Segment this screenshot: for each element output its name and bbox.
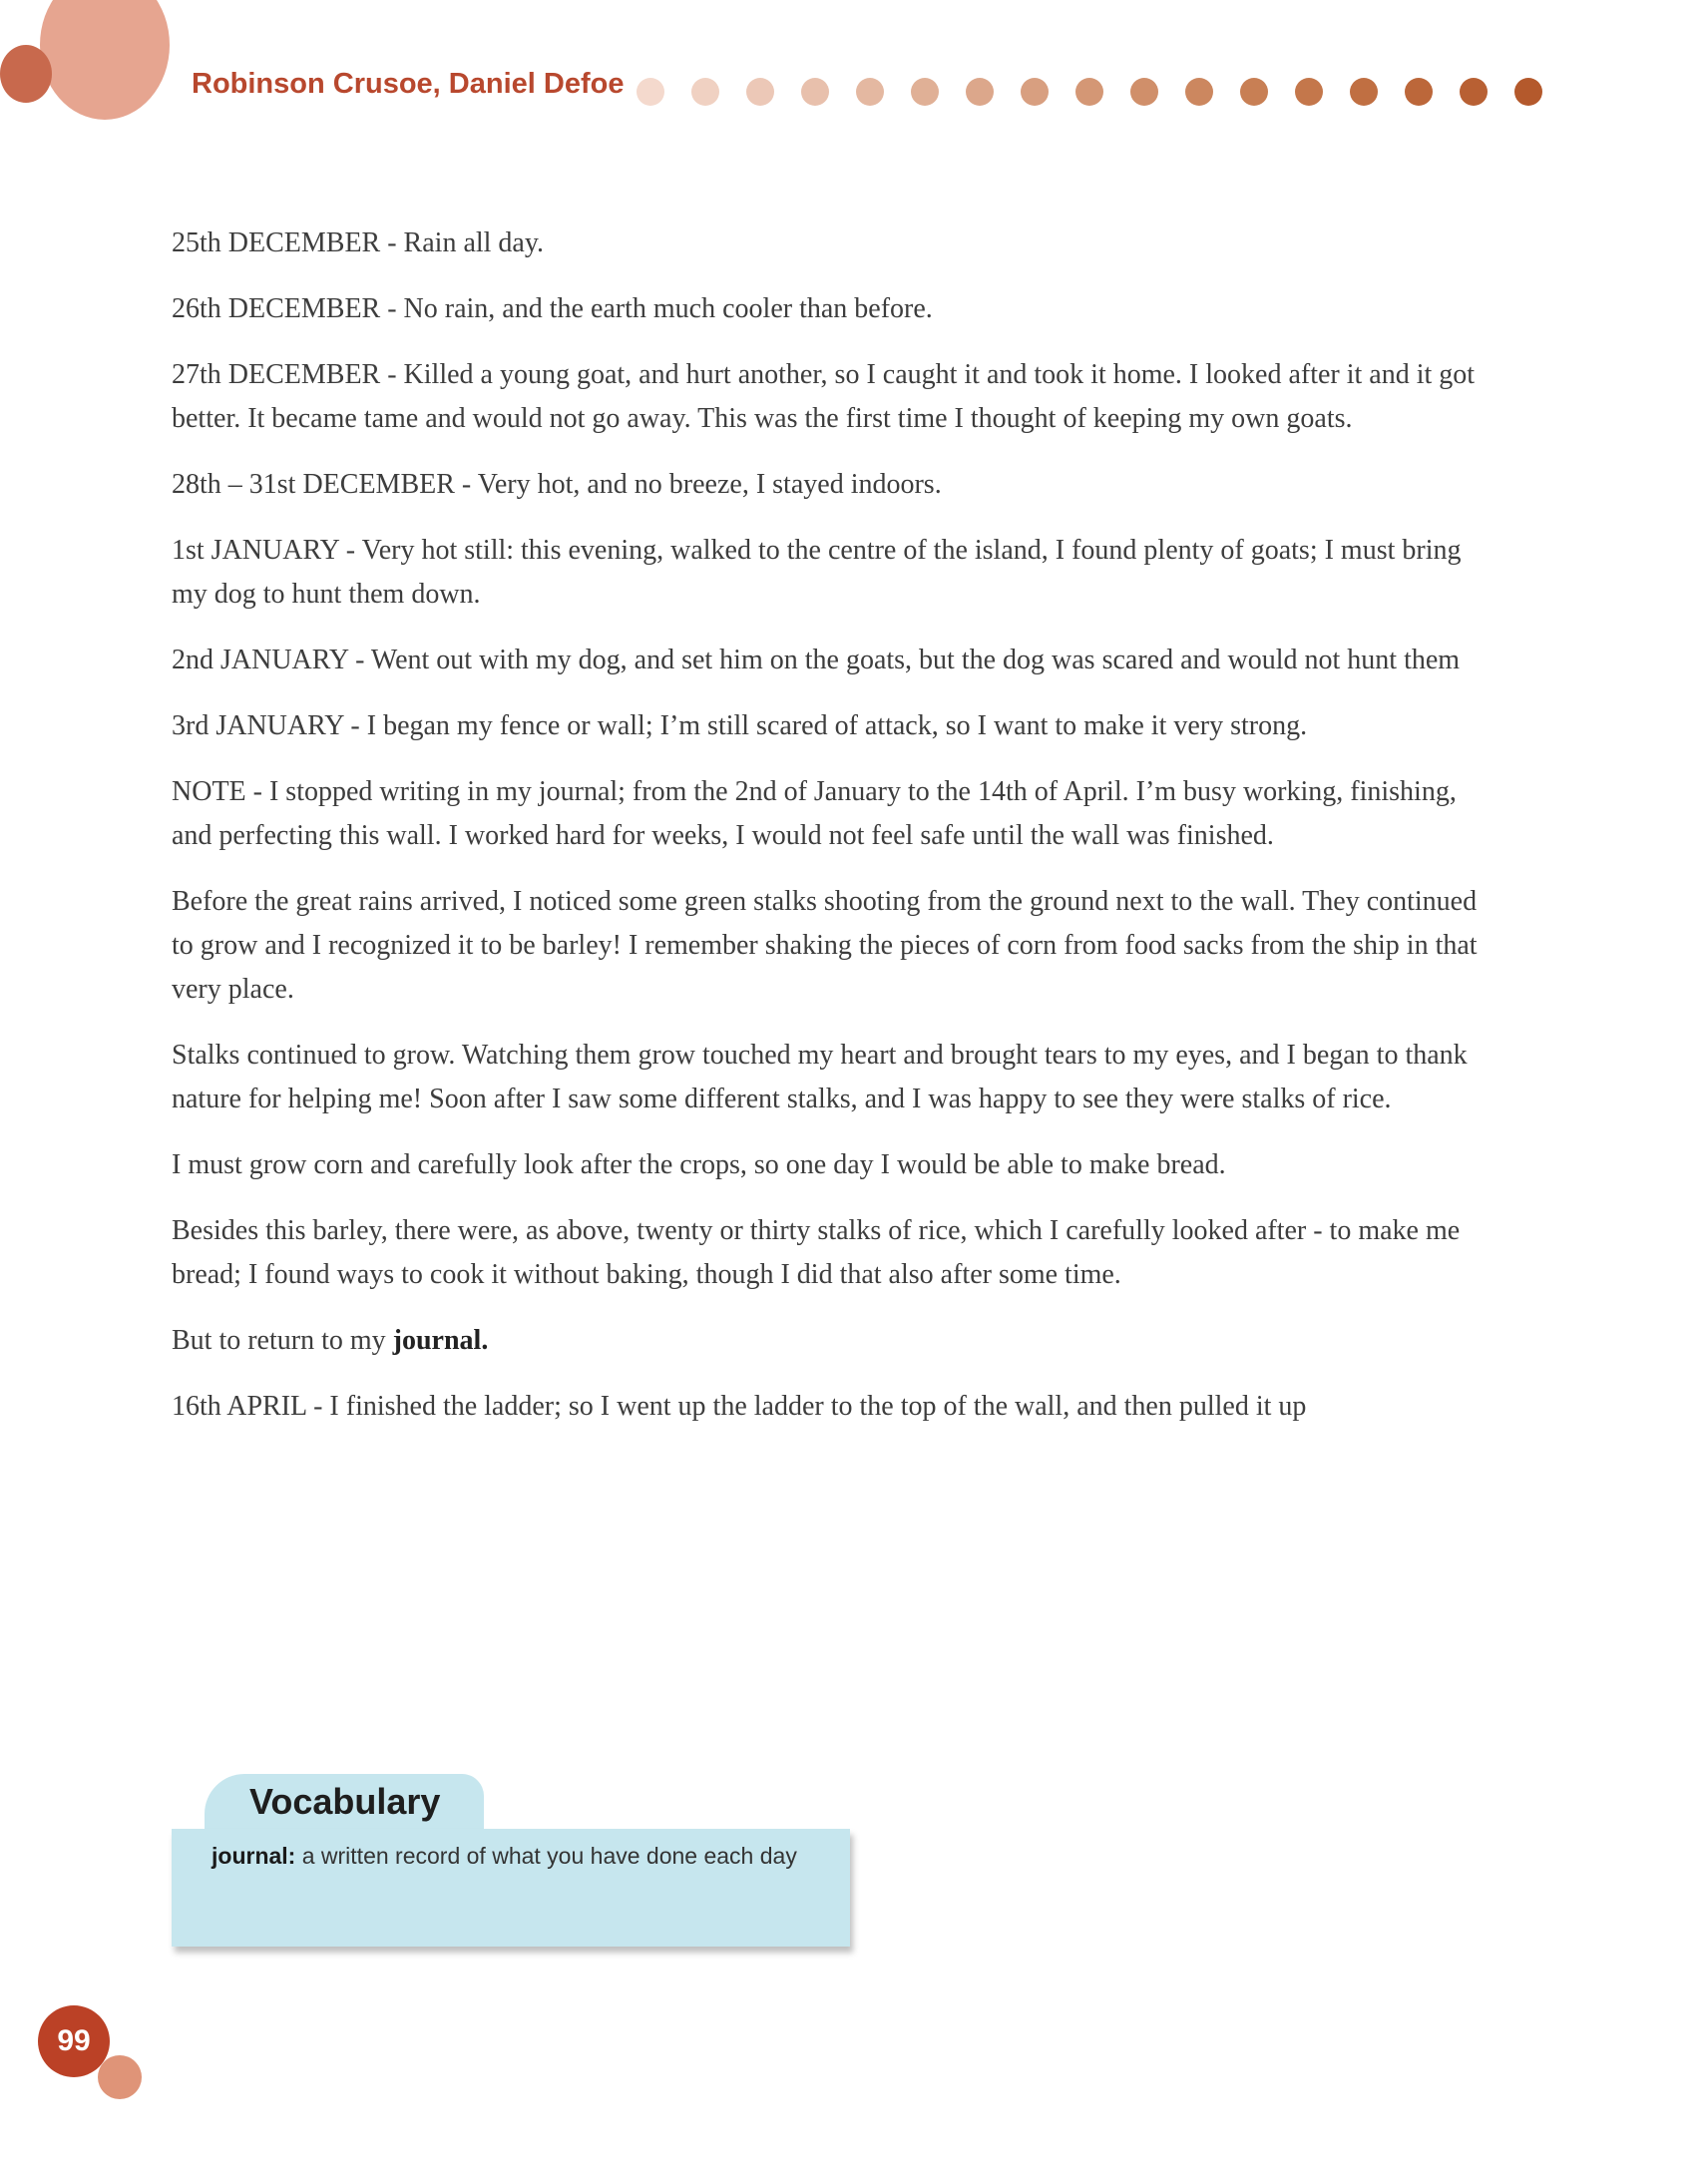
- journal-paragraph: [172, 1385, 1479, 1429]
- page-number: 99: [57, 2024, 91, 2057]
- header-dot: [1021, 78, 1049, 106]
- journal-paragraph: [172, 880, 1479, 1012]
- header-dot: [1130, 78, 1158, 106]
- header-dot: [856, 78, 884, 106]
- paragraph-text: 25th DECEMBER - Rain all day.: [172, 227, 545, 258]
- header-dot: [1240, 78, 1268, 106]
- journal-paragraph: [172, 1143, 1479, 1187]
- paragraph-text: 28th – 31st DECEMBER - Very hot, and no breeze, I stayed indoors.: [172, 469, 942, 500]
- header-dot: [1350, 78, 1378, 106]
- journal-paragraph: [172, 770, 1479, 858]
- paragraph-text: NOTE - I stopped writing in my journal; from the 2nd of January to the 14th of April. I’m busy working, finishing, and perfecting this wall. I worked hard for weeks, I would not feel safe until the wall was finished.: [172, 776, 1457, 851]
- journal-paragraph: [172, 1319, 1479, 1363]
- header-dot: [1295, 78, 1323, 106]
- paragraph-text: I must grow corn and carefully look after the crops, so one day I would be able to make bread.: [172, 1149, 1226, 1180]
- vocabulary-title: Vocabulary: [249, 1781, 441, 1822]
- journal-paragraph: [172, 1209, 1479, 1297]
- header-dot: [1075, 78, 1103, 106]
- vocabulary-entry: [212, 1839, 820, 1873]
- paragraph-text: Before the great rains arrived, I noticed some green stalks shooting from the ground next to the wall. They continued to grow and I recognized it to be barley! I remember shaking the pieces of corn from food sacks from the ship in that very place.: [172, 886, 1478, 1005]
- header-dot: [1514, 78, 1542, 106]
- running-header-title: Robinson Crusoe, Daniel Defoe: [192, 68, 625, 100]
- header-dot-row: [637, 78, 1542, 106]
- journal-paragraph: [172, 221, 1479, 265]
- paragraph-bold-term: journal.: [392, 1325, 489, 1356]
- header-dot: [1185, 78, 1213, 106]
- paragraph-text: 3rd JANUARY - I began my fence or wall; I’m still scared of attack, so I want to make it very strong.: [172, 710, 1308, 741]
- journal-paragraph: [172, 463, 1479, 507]
- header-decoration-small-circle: [0, 45, 52, 103]
- journal-text-body: [172, 221, 1479, 1451]
- journal-paragraph: [172, 353, 1479, 441]
- header-dot: [801, 78, 829, 106]
- header-dot: [637, 78, 664, 106]
- paragraph-text: 27th DECEMBER - Killed a young goat, and hurt another, so I caught it and took it home. I looked after it and it got better. It became tame and would not go away. This was the first time I thought of keeping my own goats.: [172, 359, 1476, 434]
- header-dot: [1405, 78, 1433, 106]
- paragraph-text: 16th APRIL - I finished the ladder; so I went up the ladder to the top of the wall, and then pulled it up: [172, 1391, 1307, 1422]
- header-dot: [1460, 78, 1488, 106]
- header-dot: [746, 78, 774, 106]
- header-dot: [966, 78, 994, 106]
- journal-paragraph: [172, 639, 1479, 682]
- header-dot: [691, 78, 719, 106]
- paragraph-text: 26th DECEMBER - No rain, and the earth much cooler than before.: [172, 293, 933, 324]
- vocabulary-definition: a written record of what you have done each day: [295, 1843, 797, 1869]
- paragraph-text: But to return to my: [172, 1325, 393, 1356]
- journal-paragraph: [172, 287, 1479, 331]
- paragraph-text: 2nd JANUARY - Went out with my dog, and set him on the goats, but the dog was scared and would not hunt them: [172, 645, 1461, 675]
- paragraph-text: 1st JANUARY - Very hot still: this evening, walked to the centre of the island, I found plenty of goats; I must bring my dog to hunt them down.: [172, 535, 1462, 610]
- vocabulary-term: journal:: [212, 1843, 296, 1869]
- journal-paragraph: [172, 704, 1479, 748]
- journal-paragraph: [172, 529, 1479, 617]
- header-decoration-large-circle: [40, 0, 170, 120]
- header-dot: [911, 78, 939, 106]
- paragraph-text: Besides this barley, there were, as above, twenty or thirty stalks of rice, which I carefully looked after - to make me bread; I found ways to cook it without baking, though I did that also after some time.: [172, 1215, 1461, 1290]
- journal-paragraph: [172, 1034, 1479, 1121]
- paragraph-text: Stalks continued to grow. Watching them grow touched my heart and brought tears to my eyes, and I began to thank nature for helping me! Soon after I saw some different stalks, and I was happy to see they were stalks of rice.: [172, 1040, 1468, 1114]
